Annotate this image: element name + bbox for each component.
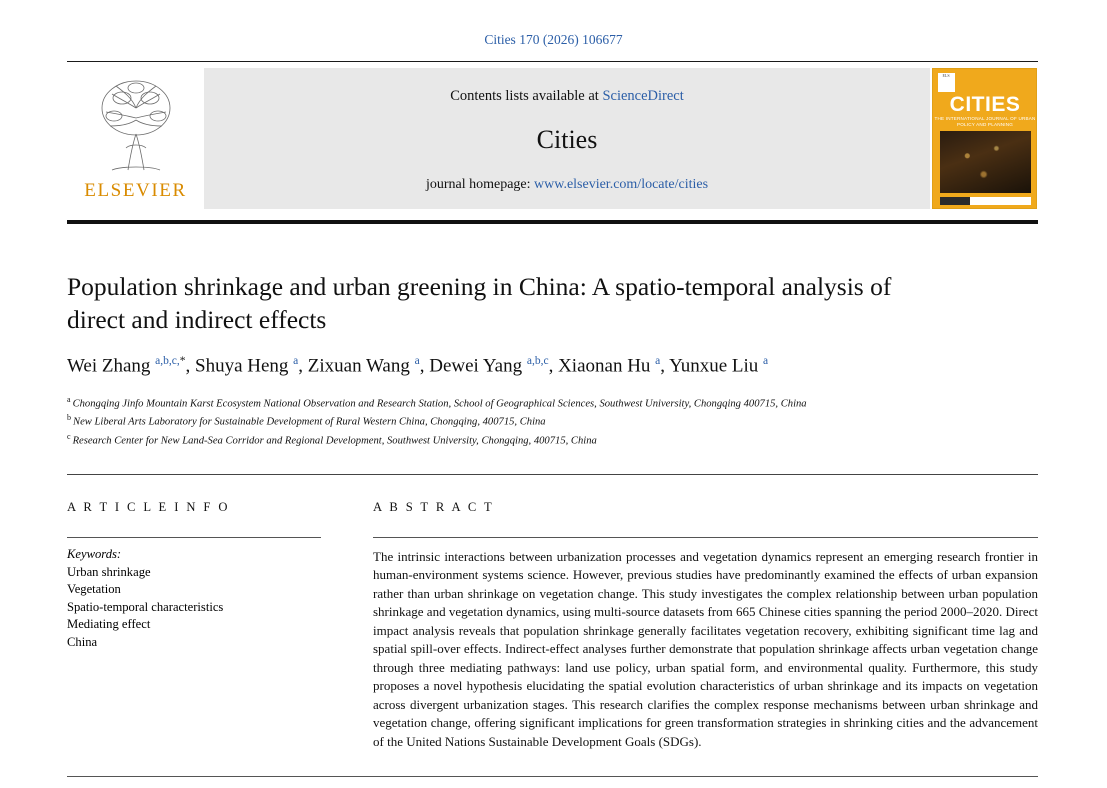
- affiliation-list: [67, 394, 967, 449]
- author-separator: ,: [660, 355, 670, 377]
- journal-masthead: [67, 61, 1038, 224]
- abstract-column: [373, 500, 1038, 751]
- keyword-item: Vegetation: [67, 582, 121, 597]
- divider-bottom: [67, 776, 1038, 777]
- author-affiliation-mark: a,b,c: [526, 355, 549, 367]
- author-name: Wei Zhang: [67, 355, 156, 377]
- cover-photo: [940, 131, 1031, 193]
- cover-title: CITIES: [949, 93, 1021, 116]
- homepage-prefix: journal homepage:: [425, 177, 535, 192]
- author-name: Xiaonan Hu: [558, 355, 656, 377]
- keywords-label: Keywords:: [67, 547, 122, 561]
- abstract-heading: A B S T R A C T: [373, 500, 495, 514]
- affiliation-item: [67, 394, 967, 412]
- journal-homepage-link[interactable]: www.elsevier.com/locate/cities: [534, 177, 709, 192]
- contents-prefix: Contents lists available at: [450, 88, 603, 104]
- divider-above-columns: [67, 474, 1038, 475]
- journal-cover-block: [930, 62, 1038, 217]
- keyword-item: Urban shrinkage: [67, 565, 151, 579]
- elsevier-logo: [67, 62, 204, 217]
- article-info-heading: A R T I C L E I N F O: [67, 500, 230, 514]
- sciencedirect-link[interactable]: ScienceDirect: [602, 88, 684, 104]
- cover-publisher-logo: ELS: [938, 73, 955, 92]
- affiliation-mark: c: [67, 431, 73, 441]
- cover-footer-block: [940, 197, 970, 205]
- affiliation-item: [67, 431, 967, 449]
- masthead-center: [204, 68, 930, 209]
- author-separator: ,: [298, 355, 308, 377]
- author-name: Zixuan Wang: [307, 355, 415, 377]
- author-affiliation-mark: a: [293, 355, 299, 367]
- author-affiliation-mark: a: [655, 355, 661, 367]
- article-info-column: [67, 500, 321, 651]
- elsevier-wordmark: ELSEVIER: [84, 180, 187, 201]
- abstract-divider: [373, 537, 1038, 538]
- keyword-item: Spatio-temporal characteristics: [67, 599, 224, 614]
- author-name: Yunxue Liu: [669, 355, 764, 377]
- journal-title: Cities: [536, 125, 598, 154]
- abstract-text: The intrinsic interactions between urbanization processes and vegetation dynamics represent an emerging research frontier in human-environment systems science. However, previous studies have predominantly examined the effects of urban expansion rather than urban shrinkage on vegetation change. This study investigates the complex relationship between urban population shrinkage and vegetation dynamics, using multi-source datasets from 665 Chinese cities spanning the period 2000–2020. Direct impact analysis reveals that population shrinkage generally facilitates vegetation recovery, exhibiting significant time lag and spatial spill-over effects. Indirect-effect analyses further demonstrate that population shrinkage affects urban vegetation change through three mediating pathways: land use policy, urban spatial form, and environmental quality. Furthermore, this study proposes a novel hypothesis elucidating the spatial evolution characteristics of urban shrinkage and its impacts on vegetation across divergent urbanization stages. This research clarifies the complex response mechanisms between urban shrinkage and vegetation change, offering significant implications for green transformation strategies in shrinking cities and the advancement of the United Nations Sustainable Development Goals (SDGs).: [373, 549, 1038, 749]
- elsevier-tree-icon: [82, 74, 190, 178]
- affiliation-text: Chongqing Jinfo Mountain Karst Ecosystem National Observation and Research Station, School of Geographical Sciences, Southwest University, Chongqing 400715, China: [72, 398, 807, 410]
- corresponding-author-mark: *: [179, 355, 186, 367]
- article-info-divider: [67, 537, 321, 538]
- keyword-item: Mediating effect: [67, 617, 151, 632]
- keyword-item: China: [67, 634, 98, 649]
- author-separator: ,: [548, 355, 559, 377]
- cover-subtitle: THE INTERNATIONAL JOURNAL OF URBAN POLICY AND PLANNING: [934, 116, 1036, 128]
- running-head: Cities 170 (2026) 106677: [484, 32, 623, 47]
- affiliation-item: [67, 412, 967, 430]
- page-title: Population shrinkage and urban greening in China: A spatio-temporal analysis of direct and indirect effects: [67, 272, 892, 334]
- author-name: Dewei Yang: [429, 355, 527, 377]
- author-name: Shuya Heng: [195, 355, 294, 377]
- journal-cover-image: [932, 68, 1037, 209]
- keywords-list: [67, 564, 321, 651]
- affiliation-text: Research Center for New Land-Sea Corridor and Regional Development, Southwest University, Chongqing, 400715, China: [72, 435, 597, 447]
- author-list: [67, 355, 1017, 377]
- author-separator: ,: [419, 355, 430, 377]
- affiliation-text: New Liberal Arts Laboratory for Sustainable Development of Rural Western China, Chongqing, 400715, China: [73, 416, 546, 428]
- affiliation-mark: b: [67, 413, 73, 423]
- author-affiliation-mark: a: [414, 355, 420, 367]
- author-affiliation-mark: a: [763, 355, 769, 367]
- author-affiliation-mark: a,b,c,: [155, 355, 180, 367]
- homepage-line: [204, 155, 930, 193]
- contents-line: [204, 68, 930, 105]
- affiliation-mark: a: [67, 395, 73, 404]
- author-separator: ,: [185, 355, 196, 377]
